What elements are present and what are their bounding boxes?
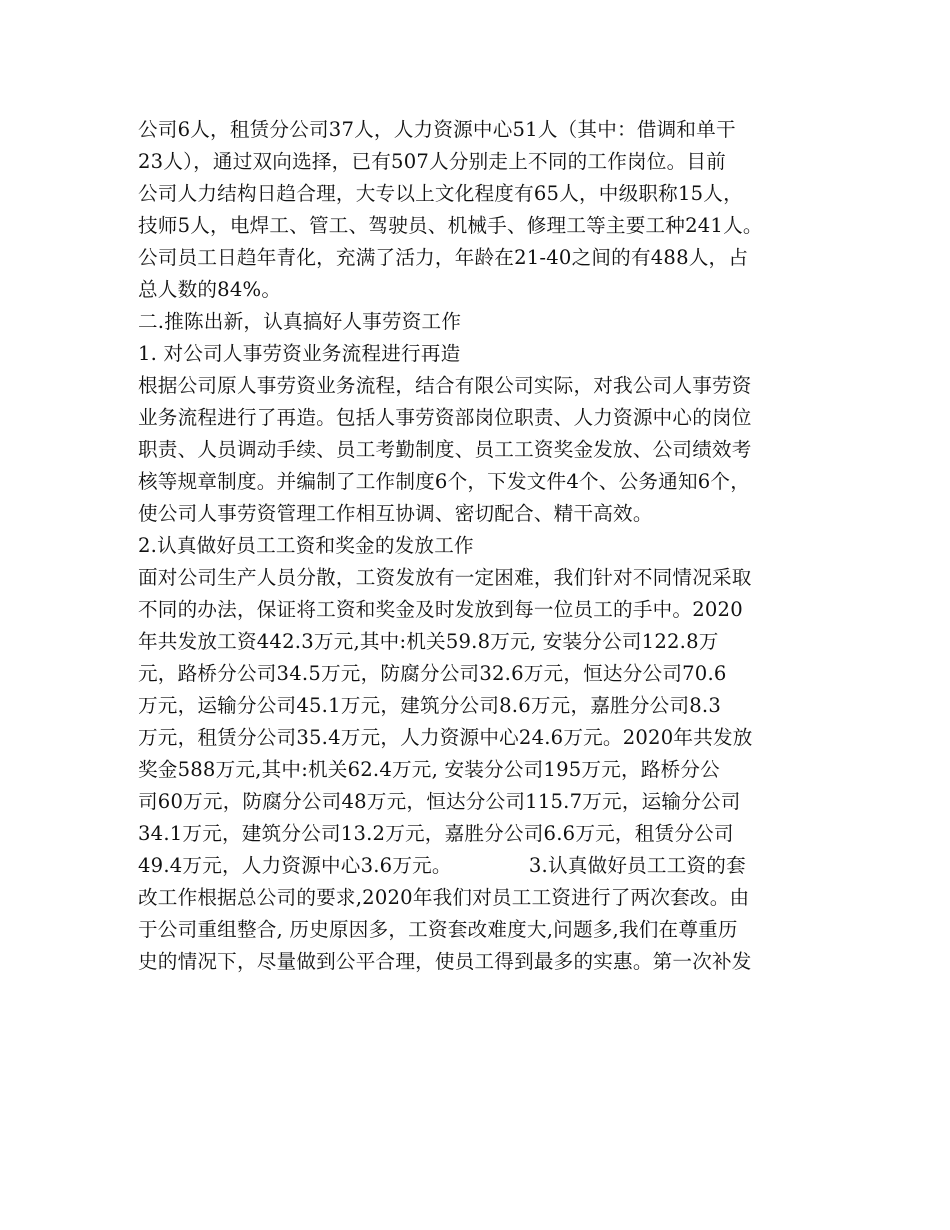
text-line: 史的情况下，尽量做到公平合理，使员工得到最多的实惠。第一次补发 bbox=[138, 950, 752, 973]
text-line: 万元，租赁分公司35.4万元，人力资源中心24.6万元。2020年共发放 bbox=[138, 726, 753, 749]
text-line: 年共发放工资442.3万元,其中:机关59.8万元, 安装分公司122.8万 bbox=[138, 630, 719, 653]
subsection-heading: 1. 对公司人事劳资业务流程进行再造 bbox=[138, 342, 461, 365]
text-line: 于公司重组整合, 历史原因多，工资套改难度大,问题多,我们在尊重历 bbox=[138, 918, 738, 941]
text-line: 34.1万元，建筑分公司13.2万元，嘉胜分公司6.6万元，租赁分公司 bbox=[138, 822, 734, 845]
text-line: 司60万元，防腐分公司48万元，恒达分公司115.7万元，运输分公司 bbox=[138, 790, 741, 813]
text-line: 技师5人，电焊工、管工、驾驶员、机械手、修理工等主要工种241人。 bbox=[138, 214, 763, 237]
text-line: 使公司人事劳资管理工作相互协调、密切配合、精干高效。 bbox=[138, 502, 653, 525]
text-line: 元，路桥分公司34.5万元，防腐分公司32.6万元，恒达分公司70.6 bbox=[138, 662, 727, 685]
text-line: 核等规章制度。并编制了工作制度6个，下发文件4个、公务通知6个， bbox=[138, 470, 751, 493]
text-line: 根据公司原人事劳资业务流程，结合有限公司实际，对我公司人事劳资 bbox=[138, 374, 752, 397]
subsection-heading: 2.认真做好员工工资和奖金的发放工作 bbox=[138, 534, 474, 557]
section-heading: 二.推陈出新，认真搞好人事劳资工作 bbox=[138, 310, 462, 333]
body-text bbox=[138, 114, 828, 978]
text-line: 总人数的84%。 bbox=[138, 278, 282, 301]
text-line: 公司员工日趋年青化，充满了活力，年龄在21-40之间的有488人，占 bbox=[138, 246, 749, 269]
text-line: 职责、人员调动手续、员工考勤制度、员工工资奖金发放、公司绩效考 bbox=[138, 438, 752, 461]
text-line: 面对公司生产人员分散，工资发放有一定困难，我们针对不同情况采取 bbox=[138, 566, 752, 589]
text-line: 奖金588万元,其中:机关62.4万元, 安装分公司195万元，路桥分公 bbox=[138, 758, 720, 781]
text-line: 公司6人，租赁分公司37人，人力资源中心51人（其中：借调和单干 bbox=[138, 118, 736, 141]
text-line: 不同的办法，保证将工资和奖金及时发放到每一位员工的手中。2020 bbox=[138, 598, 743, 621]
text-line: 改工作根据总公司的要求,2020年我们对员工工资进行了两次套改。由 bbox=[138, 886, 750, 909]
text-line: 49.4万元，人力资源中心3.6万元。 3.认真做好员工工资的套 bbox=[138, 854, 746, 877]
text-line: 业务流程进行了再造。包括人事劳资部岗位职责、人力资源中心的岗位 bbox=[138, 406, 752, 429]
text-line: 23人），通过双向选择，已有507人分别走上不同的工作岗位。目前 bbox=[138, 150, 726, 173]
text-line: 万元，运输分公司45.1万元，建筑分公司8.6万元，嘉胜分公司8.3 bbox=[138, 694, 721, 717]
text-line: 公司人力结构日趋合理，大专以上文化程度有65人，中级职称15人， bbox=[138, 182, 743, 205]
